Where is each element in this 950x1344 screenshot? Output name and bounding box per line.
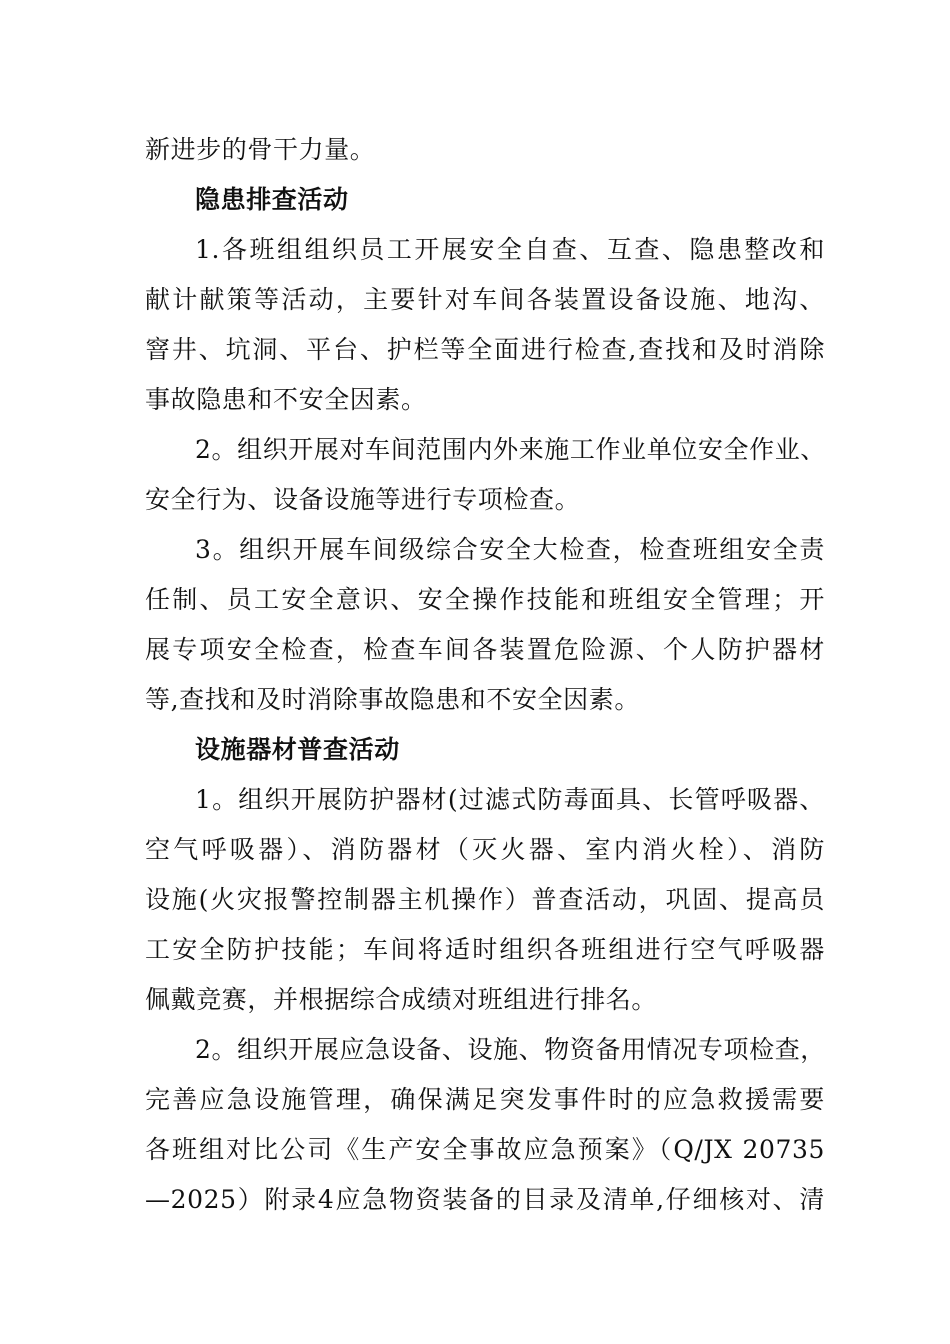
paragraph-line: 献计献策等活动，主要针对车间各装置设备设施、地沟、 — [145, 285, 825, 314]
paragraph-line: 新进步的骨干力量。 — [145, 135, 376, 164]
section-heading-facility-equipment-survey: 设施器材普查活动 — [195, 735, 400, 764]
paragraph-line: 工安全防护技能；车间将适时组织各班组进行空气呼吸器 — [145, 935, 825, 964]
paragraph-line: 2。组织开展应急设备、设施、物资备用情况专项检查， — [195, 1035, 826, 1064]
paragraph-line: 展专项安全检查，检查车间各装置危险源、个人防护器材 — [145, 635, 825, 664]
paragraph-line: 佩戴竞赛，并根据综合成绩对班组进行排名。 — [145, 985, 658, 1014]
paragraph-line: 安全行为、设备设施等进行专项检查。 — [145, 485, 581, 514]
paragraph-line: 设施(火灾报警控制器主机操作）普查活动，巩固、提高员 — [145, 885, 825, 914]
paragraph-line: 任制、员工安全意识、安全操作技能和班组安全管理；开 — [145, 585, 825, 614]
paragraph-line: 事故隐患和不安全因素。 — [145, 385, 427, 414]
paragraph-line: 1.各班组组织员工开展安全自查、互查、隐患整改和 — [195, 235, 825, 264]
paragraph-line: 2。组织开展对车间范围内外来施工作业单位安全作业、 — [195, 435, 826, 464]
paragraph-line: 空气呼吸器）、消防器材（灭火器、室内消火栓）、消防 — [145, 835, 825, 864]
paragraph-line: 等,查找和及时消除事故隐患和不安全因素。 — [145, 685, 640, 714]
paragraph-line: 3。组织开展车间级综合安全大检查，检查班组安全责 — [195, 535, 825, 564]
paragraph-line: 完善应急设施管理，确保满足突发事件时的应急救援需要 — [145, 1085, 825, 1114]
paragraph-line: —2025）附录4应急物资装备的目录及清单,仔细核对、清 — [145, 1185, 825, 1214]
paragraph-line: 1。组织开展防护器材(过滤式防毒面具、长管呼吸器、 — [195, 785, 825, 814]
paragraph-line: 窨井、坑洞、平台、护栏等全面进行检查,查找和及时消除 — [145, 335, 825, 364]
section-heading-hazard-inspection: 隐患排查活动 — [195, 185, 349, 214]
paragraph-line: 各班组对比公司《生产安全事故应急预案》（Q/JX 20735 — [145, 1135, 825, 1164]
